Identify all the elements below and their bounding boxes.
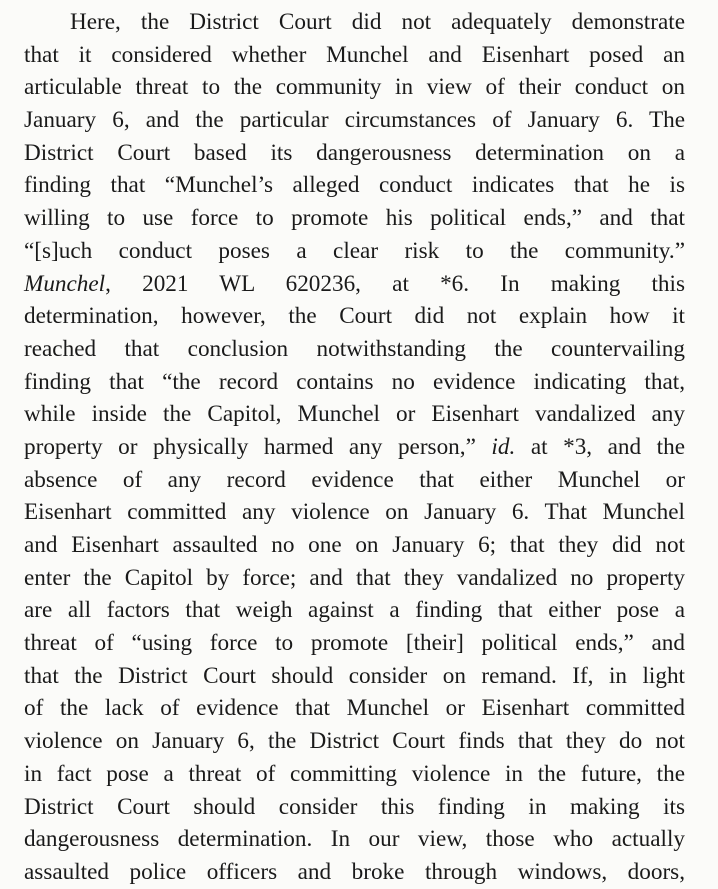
text-line: District Court should consider this finding in making its xyxy=(24,793,685,820)
quote-text: property or physically harmed any person,” xyxy=(24,433,492,460)
text-line: absence of any record evidence that either Munchel or xyxy=(24,466,685,493)
text-line: Eisenhart committed any violence on January 6. That Munchel xyxy=(24,499,685,526)
text-line: of the lack of evidence that Munchel or Eisenhart committed xyxy=(24,695,685,722)
text-line: Here, the District Court did not adequately demonstrate xyxy=(70,9,685,35)
text-line: dangerousness determination. In our view, those who actually xyxy=(24,826,685,853)
text-line: finding that “Munchel’s alleged conduct indicates that he is xyxy=(24,172,685,199)
text-line: determination, however, the Court did not explain how it xyxy=(24,303,685,330)
id-citation: id. xyxy=(491,433,516,460)
text-line: reached that conclusion notwithstanding the countervailing xyxy=(24,335,685,362)
text-line: threat of “using force to promote [their] political ends,” and xyxy=(24,630,685,657)
text-line: assaulted police officers and broke through windows, doors, xyxy=(24,858,685,885)
text-line: articulable threat to the community in view of their conduct on xyxy=(24,74,685,101)
text-line: “[s]uch conduct poses a clear risk to the community.” xyxy=(24,237,685,264)
citation-text: at *3, and the xyxy=(515,433,686,460)
case-citation: Munchel xyxy=(24,270,106,297)
text-line: in fact pose a threat of committing violence in the future, the xyxy=(24,760,685,787)
text-line: while inside the Capitol, Munchel or Eisenhart vandalized any xyxy=(24,401,685,428)
text-line: are all factors that weigh against a finding that either pose a xyxy=(24,597,685,624)
text-line: and Eisenhart assaulted no one on January 6; that they did not xyxy=(24,532,685,558)
text-line: willing to use force to promote his political ends,” and that xyxy=(24,205,685,232)
text-line xyxy=(24,431,685,464)
text-line: finding that “the record contains no evidence indicating that, xyxy=(24,368,685,395)
opinion-paragraph xyxy=(24,6,685,889)
text-line: District Court based its dangerousness determination on a xyxy=(24,139,685,166)
text-line: that the District Court should consider on remand. If, in light xyxy=(24,662,685,689)
text-line: January 6, and the particular circumstances of January 6. The xyxy=(24,107,685,134)
text-line: enter the Capitol by force; and that they vandalized no property xyxy=(24,564,685,591)
text-line xyxy=(24,268,685,301)
text-line: that it considered whether Munchel and Eisenhart posed an xyxy=(24,41,685,68)
citation-text: , 2021 WL 620236, at *6. In making this xyxy=(105,270,685,297)
text-line: violence on January 6, the District Court finds that they do not xyxy=(24,728,685,755)
